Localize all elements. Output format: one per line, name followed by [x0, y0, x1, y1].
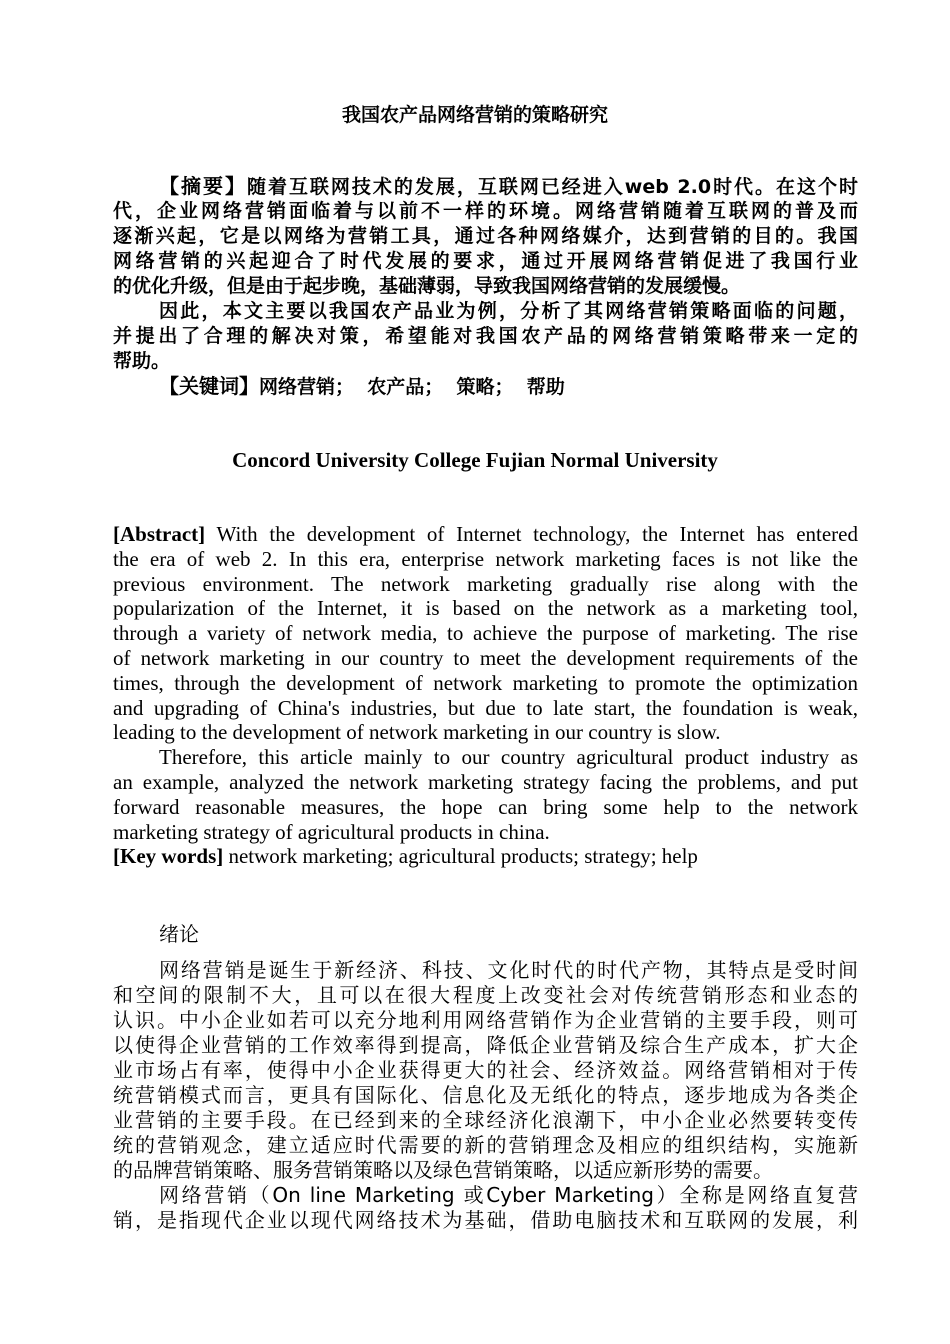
body-line: 业市场占有率，使得中小企业获得更大的社会、经济效益。网络营销相对于传 — [113, 1058, 858, 1082]
introduction — [113, 922, 858, 1233]
keywords-en-values: network marketing; agricultural products; strategy; help — [223, 844, 698, 869]
keywords-en-label: [Key words] — [113, 844, 224, 869]
abstract-en-line: leading to the development of network marketing in our country is slow. — [113, 720, 721, 745]
body-line: 的品牌营销策略、服务营销策略以及绿色营销策略，以适应新形势的需要。 — [113, 1158, 773, 1182]
abstract-en — [113, 522, 858, 869]
keywords-en — [113, 844, 858, 869]
abstract-en-line: [Abstract] With the development of Internet technology, the Internet has entered — [113, 522, 858, 546]
abstract-cn-line: 【摘要】随着互联网技术的发展，互联网已经进入web 2.0时代。在这个时 — [159, 174, 858, 198]
body-line: 网络营销是诞生于新经济、科技、文化时代的时代产物，其特点是受时间 — [159, 958, 858, 982]
body-line: 和空间的限制不大，且可以在很大程度上改变社会对传统营销形态和业态的 — [113, 983, 858, 1007]
abstract-cn-line: 的优化升级，但是由于起步晚，基础薄弱，导致我国网络营销的发展缓慢。 — [113, 275, 741, 297]
body-line: 以使得企业营销的工作效率得到提高，降低企业营销及综合生产成本，扩大企 — [113, 1033, 858, 1057]
document-title-en: Concord University College Fujian Normal University — [232, 448, 718, 472]
abstract-cn-line: 并提出了合理的解决对策，希望能对我国农产品的网络营销策略带来一定的 — [113, 325, 858, 347]
keywords-cn-label: 【关键词】 — [159, 374, 259, 398]
abstract-cn-line: 代，企业网络营销面临着与以前不一样的环境。网络营销随着互联网的普及而 — [113, 200, 858, 222]
abstract-cn — [113, 174, 858, 399]
abstract-cn-line: 网络营销的兴起迎合了时代发展的要求，通过开展网络营销促进了我国行业 — [113, 250, 858, 272]
abstract-en-line: marketing strategy of agricultural products in china. — [113, 819, 550, 844]
abstract-cn-line: 帮助。 — [113, 350, 171, 372]
abstract-en-line: of network marketing in our country to meet the development requirements of the — [113, 645, 858, 670]
abstract-en-line: the era of web 2. In this era, enterprise network marketing faces is not like the — [113, 546, 858, 571]
body-line: 统营销模式而言，更具有国际化、信息化及无纸化的特点，逐步地成为各类企 — [113, 1083, 858, 1107]
keywords-cn-values: 网络营销； 农产品； 策略； 帮助 — [259, 376, 565, 398]
document-title-cn: 我国农产品网络营销的策略研究 — [341, 104, 608, 126]
abstract-cn-line: 逐渐兴起，它是以网络为营销工具，通过各种网络媒介，达到营销的目的。我国 — [113, 225, 858, 247]
body-line: 认识。中小企业如若可以充分地利用网络营销作为企业营销的主要手段，则可 — [113, 1008, 858, 1032]
keywords-cn — [113, 374, 858, 399]
abstract-cn-label: 【摘要】 — [159, 174, 247, 198]
abstract-en-label: [Abstract] — [113, 522, 206, 546]
body-line: 业营销的主要手段。在已经到来的全球经济化浪潮下，中小企业必然要转变传 — [113, 1108, 858, 1132]
abstract-en-line: an example, analyzed the network marketing strategy facing the problems, and put — [113, 769, 858, 794]
abstract-en-line: Therefore, this article mainly to our country agricultural product industry as — [159, 745, 858, 770]
body-line: 网络营销（On line Marketing 或Cyber Marketing）全称是网络直复营 — [159, 1183, 858, 1207]
abstract-cn-line: 因此，本文主要以我国农产品业为例，分析了其网络营销策略面临的问题， — [159, 300, 858, 322]
body-line: 统的营销观念，建立适应时代需要的新的营销理念及相应的组织结构，实施新 — [113, 1133, 858, 1157]
abstract-en-line: popularization of the Internet, it is based on the network as a marketing tool, — [113, 596, 858, 621]
abstract-en-line: and upgrading of China's industries, but due to late start, the foundation is weak, — [113, 695, 858, 720]
abstract-en-line: previous environment. The network marketing gradually rise along with the — [113, 571, 858, 596]
body-line: 销，是指现代企业以现代网络技术为基础，借助电脑技术和互联网的发展，利 — [113, 1208, 858, 1232]
abstract-en-line: times, through the development of network marketing to promote the optimization — [113, 670, 858, 695]
abstract-en-line: through a variety of network media, to achieve the purpose of marketing. The rise — [113, 621, 858, 646]
abstract-en-line: forward reasonable measures, the hope can bring some help to the network — [113, 794, 858, 819]
section-heading: 绪论 — [159, 922, 199, 946]
